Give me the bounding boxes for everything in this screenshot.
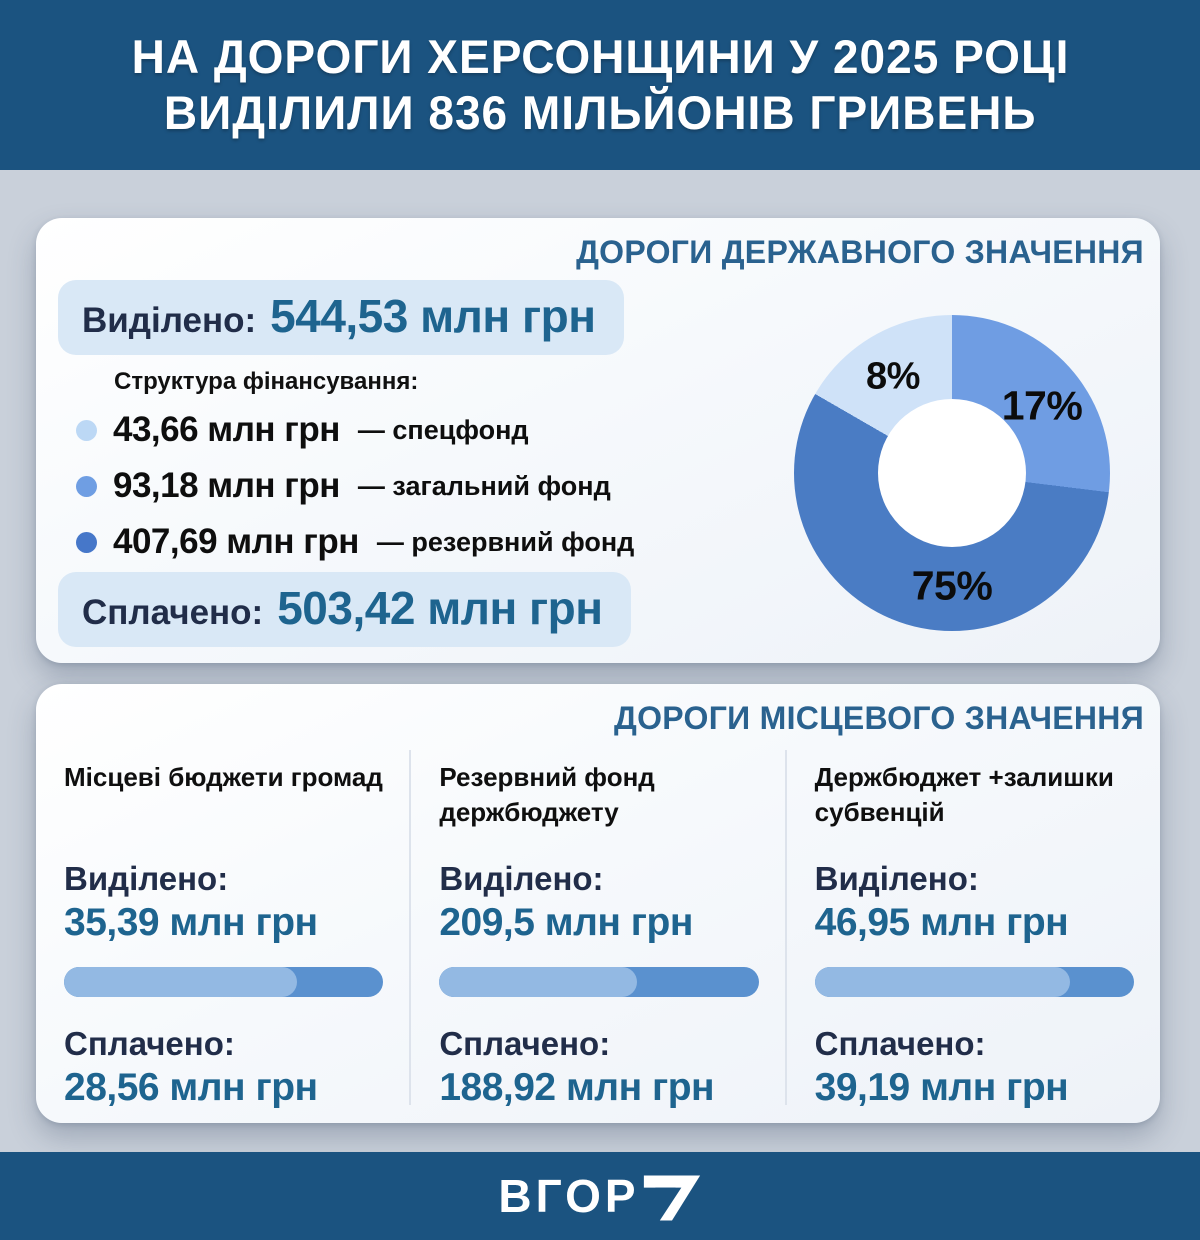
paid-label: Сплачено: (439, 1025, 611, 1062)
rezervnyi-fond-name: — резервний фонд (376, 526, 635, 557)
header-banner (0, 0, 1200, 170)
state-paid-pill (58, 572, 631, 647)
state-budget-subventions-column (785, 750, 1160, 1109)
column-heading: Резервний фонд держбюджету (439, 762, 655, 828)
allocated-label: Виділено: (439, 860, 604, 897)
reserve-fund-column (409, 750, 784, 1109)
vhoru-logo-text: ВГОР (498, 1170, 640, 1222)
column-heading: Держбюджет +залишки субвенцій (814, 762, 1114, 828)
list-item (76, 466, 634, 506)
zagalnyi-fond-name: — загальний фонд (357, 470, 611, 501)
state-roads-title: ДОРОГИ ДЕРЖАВНОГО ЗНАЧЕННЯ (576, 234, 1144, 270)
specfond-bullet-icon (76, 420, 97, 441)
donut-label-rezervnyi: 75% (911, 562, 993, 609)
allocated-label: Виділено: (814, 860, 979, 897)
zagalnyi-fond-amount: 93,18 млн грн (113, 466, 340, 505)
progress-bar (439, 967, 758, 997)
vhoru-arrow-icon (642, 1173, 702, 1221)
header-title-line2: ВИДІЛИЛИ 836 МІЛЬЙОНІВ ГРИВЕНЬ (163, 86, 1037, 139)
progress-bar (64, 967, 383, 997)
state-roads-card (36, 218, 1160, 663)
allocated-label: Виділено: (64, 860, 229, 897)
state-allocated-value: 544,53 млн грн (270, 290, 596, 342)
allocated-value: 35,39 млн грн (64, 901, 318, 944)
local-roads-card (36, 684, 1160, 1123)
column-heading: Місцеві бюджети громад (64, 762, 383, 792)
progress-bar (815, 967, 1134, 997)
allocated-value: 46,95 млн грн (814, 901, 1069, 944)
state-paid-value: 503,42 млн грн (277, 582, 603, 634)
paid-value: 28,56 млн грн (64, 1066, 318, 1109)
rezervnyi-fond-amount: 407,69 млн грн (113, 522, 359, 561)
allocated-value: 209,5 млн грн (439, 901, 693, 944)
paid-value: 39,19 млн грн (814, 1066, 1069, 1109)
progress-bar-fill (439, 967, 637, 997)
state-allocated-label: Виділено: (82, 301, 257, 340)
rezervnyi-fond-bullet-icon (76, 532, 97, 553)
paid-label: Сплачено: (64, 1025, 235, 1062)
specfond-name: — спецфонд (357, 414, 529, 445)
list-item (76, 522, 634, 562)
funding-structure-heading: Структура фінансування: (114, 368, 419, 395)
state-paid-label: Сплачено: (82, 593, 264, 632)
state-allocated-pill (58, 280, 624, 355)
local-budgets-column (36, 750, 409, 1109)
zagalnyi-fond-bullet-icon (76, 476, 97, 497)
footer-banner (0, 1152, 1200, 1240)
donut-label-specfond: 8% (866, 355, 920, 398)
progress-bar-fill (64, 967, 297, 997)
state-funding-donut-chart (794, 315, 1110, 631)
funding-structure-list (76, 410, 634, 562)
local-roads-title: ДОРОГИ МІСЦЕВОГО ЗНАЧЕННЯ (614, 700, 1144, 736)
donut-label-zagalnyi: 17% (1001, 382, 1083, 429)
local-roads-columns (36, 750, 1160, 1109)
progress-bar-fill (815, 967, 1070, 997)
paid-value: 188,92 млн грн (439, 1066, 715, 1109)
vhoru-logo (498, 1171, 701, 1221)
header-title-line1: НА ДОРОГИ ХЕРСОНЩИНИ У 2025 РОЦІ (131, 29, 1069, 83)
paid-label: Сплачено: (814, 1025, 986, 1062)
specfond-amount: 43,66 млн грн (113, 410, 340, 449)
list-item (76, 410, 634, 450)
